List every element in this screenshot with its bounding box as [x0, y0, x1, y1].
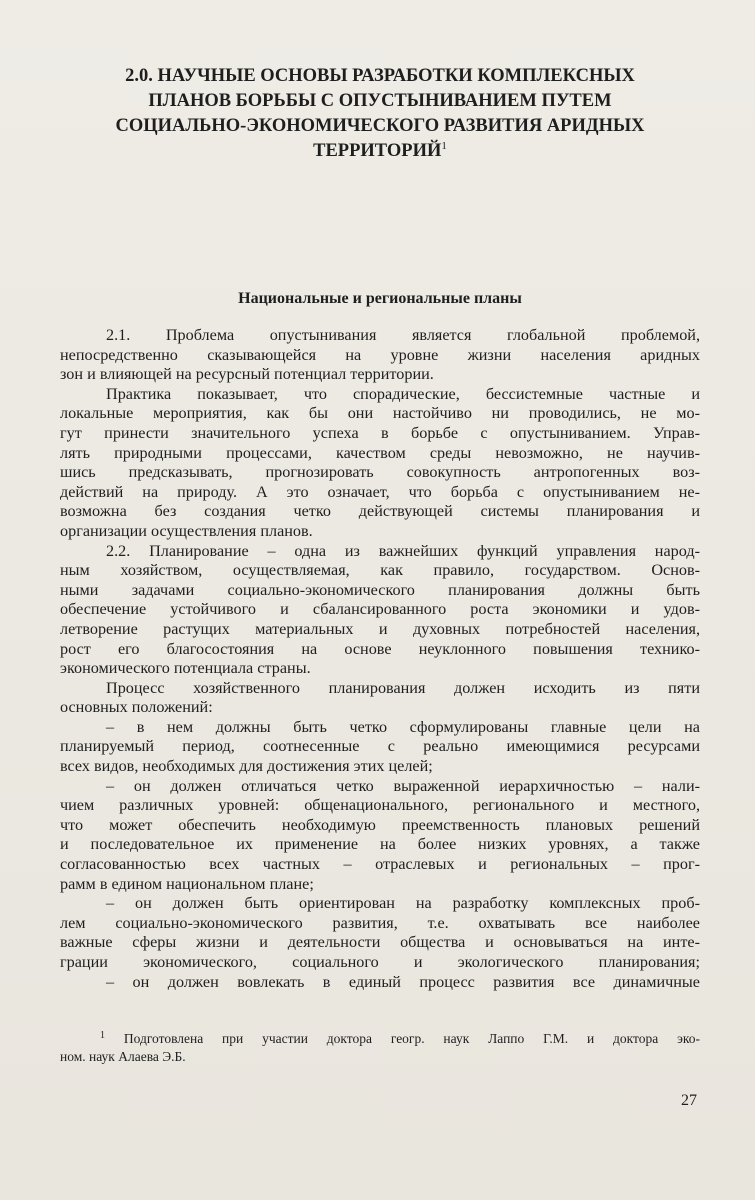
text-line: 2.2. Планирование – одна из важнейших функций управления народ- — [106, 541, 700, 560]
text-line: возможна без создания четко действующей системы планирования и — [60, 502, 700, 521]
text-line: экономического потенциала страны. — [60, 659, 311, 678]
section-subheading: Национальные и региональные планы — [238, 290, 522, 307]
text-line: ными задачами социально-экономического планирования должны быть — [60, 580, 700, 599]
text-line: локальные мероприятия, как бы они настойчиво ни проводились, не мо- — [60, 404, 700, 423]
heading-line-last — [80, 139, 680, 164]
text-line: Процесс хозяйственного планирования должен исходить из пяти — [106, 678, 700, 697]
text-line: 2.1. Проблема опустынивания является глобальной проблемой, — [106, 326, 700, 344]
text-line: лем социально-экономического развития, т.е. охватывать все наиболее — [60, 913, 700, 932]
text-line: непосредственно сказывающейся на уровне жизни населения аридных — [60, 345, 700, 364]
text-line: гут принести значительного успеха в борьбе с опустыниванием. Управ- — [60, 423, 700, 442]
text-line: шись предсказывать, прогнозировать совокупность антропогенных воз- — [60, 463, 700, 482]
text-line: – он должен вовлекать в единый процесс развития все динамичные — [106, 972, 700, 991]
text-line: что может обеспечить необходимую преемственность плановых решений — [60, 815, 700, 834]
heading-line: ПЛАНОВ БОРЬБЫ С ОПУСТЫНИВАНИЕМ ПУТЕМ — [148, 91, 612, 111]
footnote-marker: 1 — [100, 1030, 105, 1041]
text-line: ным хозяйством, осуществляемая, как правило, государством. Основ- — [60, 561, 700, 580]
text-line: летворение растущих материальных и духовных потребностей населения, — [60, 619, 700, 638]
text-line: всех видов, необходимых для достижения этих целей; — [60, 757, 433, 776]
text-line: – он должен быть ориентирован на разработку комплексных проб- — [106, 894, 700, 913]
footnote-text: Подготовлена при участии доктора геогр. наук Лаппо Г.М. и доктора эко- — [123, 1031, 701, 1046]
text-line: рамм в едином национальном плане; — [60, 874, 314, 893]
text-line: зон и влияющей на ресурсный потенциал территории. — [60, 365, 434, 384]
chapter-heading — [80, 64, 680, 164]
text-line: обеспечение устойчивого и сбалансированного роста экономики и удов- — [60, 600, 700, 619]
text-line: лять природными процессами, качеством среды невозможно, не научив- — [60, 443, 700, 462]
text-line: организации осуществления планов. — [60, 521, 313, 540]
text-line: и последовательное их применение на более низких уровнях, а также — [60, 835, 700, 854]
text-line: Практика показывает, что спорадические, бессистемные частные и — [106, 384, 700, 403]
text-line: действий на природу. А это означает, что борьба с опустыниванием не- — [60, 482, 700, 501]
heading-footnote-marker: 1 — [441, 140, 447, 152]
text-line: чием различных уровней: общенационального, регионального и местного, — [60, 796, 700, 815]
text-line: согласованностью всех частных – отраслевых и региональных – прог- — [60, 855, 700, 874]
footnote-line — [60, 1030, 700, 1048]
heading-line-text: ТЕРРИТОРИЙ — [313, 141, 442, 161]
heading-line: 2.0. НАУЧНЫЕ ОСНОВЫ РАЗРАБОТКИ КОМПЛЕКСНЫХ — [125, 66, 635, 86]
text-line: – он должен отличаться четко выраженной иерархичностью – нали- — [106, 776, 700, 795]
page-number: 27 — [681, 1092, 697, 1109]
text-line: грации экономического, социального и экологического планирования; — [60, 953, 700, 971]
text-line: рост его благосостояния на основе неуклонного повышения технико- — [60, 639, 700, 658]
text-line: основных положений: — [60, 698, 213, 717]
text-line: – в нем должны быть четко сформулированы главные цели на — [106, 717, 700, 736]
text-line: важные сферы жизни и деятельности общества и основываться на инте- — [60, 933, 700, 952]
body-text — [60, 326, 700, 992]
heading-line: СОЦИАЛЬНО-ЭКОНОМИЧЕСКОГО РАЗВИТИЯ АРИДНЫХ — [115, 116, 645, 136]
text-line: планируемый период, соотнесенные с реально имеющимися ресурсами — [60, 737, 700, 756]
footnote-line: ном. наук Алаева Э.Б. — [60, 1049, 186, 1064]
footnote — [60, 1030, 700, 1066]
